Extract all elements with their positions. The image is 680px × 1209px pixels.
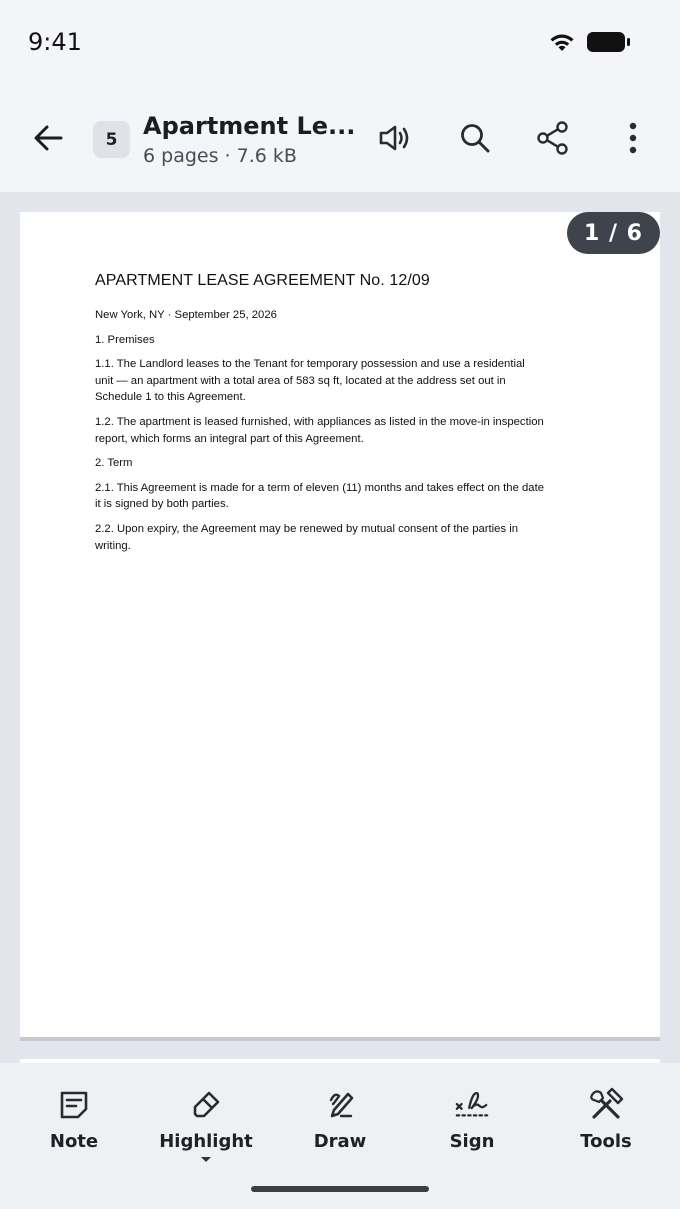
home-indicator[interactable] [251,1186,429,1192]
document-section-title: 1. Premises [95,333,155,346]
search-icon [459,122,491,159]
read-aloud-button[interactable] [373,118,417,162]
sign-label: Sign [449,1131,495,1152]
more-options-button[interactable] [611,118,655,162]
document-line-location-date: New York, NY · September 25, 2026 [95,309,277,321]
document-meta: 6 pages · 7.6 kB [143,145,297,167]
tools-icon [588,1087,624,1123]
signature-icon [454,1087,490,1123]
document-content [95,272,545,562]
draw-button[interactable] [285,1087,395,1167]
document-heading: APARTMENT LEASE AGREEMENT No. 12/09 [95,272,430,289]
share-icon [536,120,570,161]
speaker-icon [378,123,412,158]
status-bar [0,0,680,88]
note-button[interactable] [19,1087,129,1167]
note-icon [56,1087,92,1123]
note-label: Note [49,1131,99,1152]
draw-label: Draw [313,1131,367,1152]
status-time: 9:41 [28,28,82,56]
status-icons [548,30,632,59]
highlight-button[interactable] [151,1087,261,1167]
back-arrow-icon [33,124,63,157]
document-clause: 1.2. The apartment is leased furnished, with appliances as listed in the move-in inspection report, which forms an integral part of this Agreement. [95,415,544,445]
document-page[interactable] [20,212,660,1041]
document-clause: 1.1. The Landlord leases to the Tenant for temporary possession and use a residential unit — an apartment with a total area of 583 sq ft, located at the address set out in Schedule 1 to this Agreement. [95,358,525,404]
page-indicator: 1 / 6 [567,212,660,254]
back-button[interactable] [26,118,70,162]
document-section-title: 2. Term [95,457,133,470]
document-clause: 2.2. Upon expiry, the Agreement may be renewed by mutual consent of the parties in writing. [95,522,519,552]
document-clause: 2.1. This Agreement is made for a term of eleven (11) months and takes effect on the date it is signed by both parties. [95,481,544,511]
wifi-icon [548,31,576,58]
share-button[interactable] [531,118,575,162]
more-vert-icon [628,122,638,159]
tools-label: Tools [580,1131,632,1152]
page-count-badge[interactable]: 5 [93,121,130,158]
app-bar [0,88,680,192]
sign-button[interactable] [417,1087,527,1167]
tools-button[interactable] [551,1087,661,1167]
chevron-down-icon[interactable] [201,1157,211,1162]
highlight-label: Highlight [159,1131,253,1152]
draw-icon [322,1087,358,1123]
search-button[interactable] [453,118,497,162]
document-title: Apartment Le... [143,112,356,140]
battery-icon [586,30,632,59]
highlighter-icon [188,1087,224,1123]
